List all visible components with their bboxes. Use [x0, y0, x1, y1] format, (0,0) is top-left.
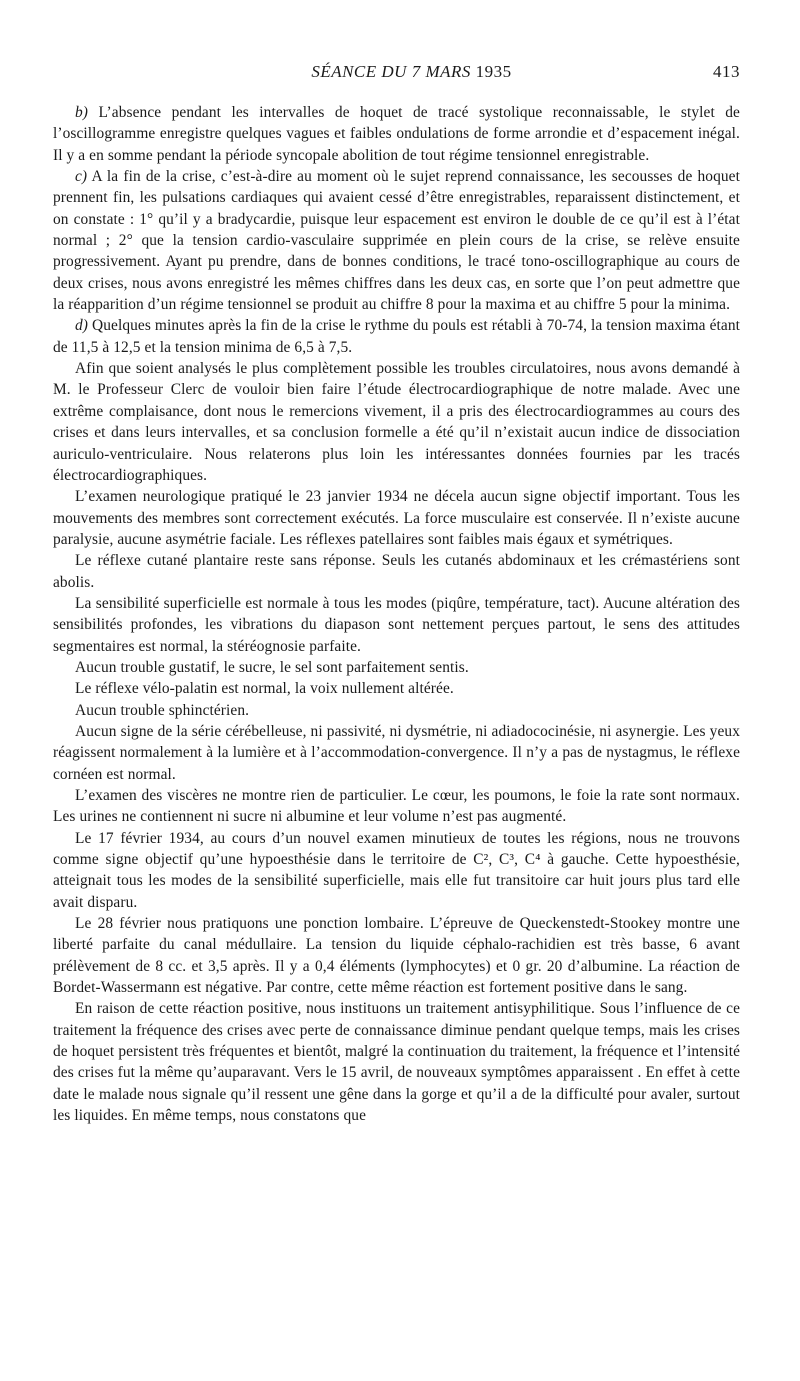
paragraph-sensibility [53, 593, 740, 657]
paragraph-text: La sensibilité superficielle est normale à tous les modes (piqûre, température, tact). Aucune altération des sensibilités profondes, les vibrations du diapason sont nettement perçues partout, le sens des attitudes segmentaires est normal, la stéréognosie parfaite. [53, 594, 740, 655]
paragraph-text: L’absence pendant les intervalles de hoquet de tracé systolique reconnaissable, le stylet de l’oscillogramme enregistre quelques vagues et faibles ondulations de forme arrondie et d’espacement inégal. Il y a en somme pendant la période syncopale abolition de tout régime tensionnel enregistrable. [53, 104, 740, 164]
paragraph-text: L’examen neurologique pratiqué le 23 janvier 1934 ne décela aucun signe objectif important. Tous les mouvements des membres sont correctement exécutés. La force musculaire est conservée. Il n’existe aucune paralysie, aucune asymétrie faciale. Les réflexes patellaires sont faibles mais égaux et symétriques. [53, 488, 740, 548]
paragraph-text: A la fin de la crise, c’est-à-dire au moment où le sujet reprend connaissance, les secousses de hoquet prennent fin, les pulsations cardiaques qui avaient cessé d’être enregistrables, reparaissent distinctement, et on constate : 1° qu’il y a bradycardie, puisque leur espacement est environ le double de ce qu’il est à l’état normal ; 2° que la tension cardio-vasculaire supprimée en plein cours de la crise, se relève ensuite progressivement. Ayant pu prendre, dans de bonnes conditions, le tracé tono-oscillographique au cours de deux crises, nous avons enregistré les mêmes chiffres dans les deux cas, en sorte que l’on peut admettre que la réapparition d’un régime tensionnel se produit au chiffre 8 pour la maxima et au chiffre 5 pour la minima. [53, 168, 740, 314]
paragraph-neuro-exam [53, 486, 740, 550]
page-header [53, 62, 740, 90]
paragraph-gustatory [53, 657, 740, 678]
paragraph-cerebellar [53, 721, 740, 785]
paragraph-text: Quelques minutes après la fin de la crise le rythme du pouls est rétabli à 70-74, la tension maxima étant de 11,5 à 12,5 et la tension minima de 6,5 à 7,5. [53, 317, 740, 356]
paragraph-treatment [53, 998, 740, 1126]
running-title-text: SÉANCE DU 7 MARS [311, 62, 471, 81]
paragraph-text: Le réflexe cutané plantaire reste sans réponse. Seuls les cutanés abdominaux et les crémastériens sont abolis. [53, 552, 740, 591]
paragraph-ecg-study [53, 358, 740, 486]
paragraph-c [53, 166, 740, 315]
item-label: d) [75, 317, 89, 335]
paragraph-text: Aucun trouble gustatif, le sucre, le sel sont parfaitement sentis. [75, 658, 469, 676]
body-text [53, 102, 740, 1127]
paragraph-text: Aucun trouble sphinctérien. [75, 701, 250, 719]
paragraph-plantar-reflex [53, 550, 740, 593]
paragraph-text: L’examen des viscères ne montre rien de particulier. Le cœur, les poumons, le foie la rate sont normaux. Les urines ne contiennent ni sucre ni albumine et leur volume n’est pas augmenté. [53, 787, 740, 826]
item-label: b) [75, 104, 89, 121]
paragraph-text: En raison de cette réaction positive, nous instituons un traitement antisyphilitique. Sous l’influence de ce traitement la fréquence des crises avec perte de connaissance diminue pendant quelque temps, mais les crises de hoquet persistent très fréquentes et bientôt, malgré la continuation du traitement, la fréquence et l’intensité des crises fut la même qu’auparavant. Vers le 15 avril, de nouveaux symptômes apparaissent . En effet à cette date le malade nous signale qu’il ressent une gêne dans la gorge et qu’il a de la difficulté pour avaler, surtout les liquides. En même temps, nous constatons que [53, 1000, 740, 1125]
paragraph-text: Afin que soient analysés le plus complètement possible les troubles circulatoires, nous avons demandé à M. le Professeur Clerc de vouloir bien faire l’étude électrocardiographique de notre malade. Avec une extrême complaisance, dont nous le remercions vivement, il a pris des électrocardiogrammes au cours des crises et dans leurs intervalles, et sa conclusion formelle a été qu’il n’existait aucun indice de dissociation auriculo-ventriculaire. Nous relaterons plus loin les intéressantes données fournies par les tracés électrocardiographiques. [53, 360, 740, 484]
paragraph-viscera [53, 785, 740, 828]
paragraph-velopalatine [53, 678, 740, 699]
paragraph-text: Aucun signe de la série cérébelleuse, ni passivité, ni dysmétrie, ni adiadococinésie, ni asynergie. Les yeux réagissent normalement à la lumière et à l’accommodation-convergence. Il n’y a pas de nystagmus, le réflexe cornéen est normal. [53, 722, 740, 783]
paragraph-lumbar-puncture [53, 913, 740, 998]
paragraph-d [53, 315, 740, 358]
paragraph-text: Le 17 février 1934, au cours d’un nouvel examen minutieux de toutes les régions, nous ne trouvons comme signe objectif qu’une hypoesthésie dans le territoire de C², C³, C⁴ à gauche. Cette hypoesthésie, atteignait tous les modes de la sensibilité superficielle, mais elle fut transitoire car huit jours plus tard elle avait disparu. [53, 829, 740, 911]
item-label: c) [75, 168, 88, 186]
paragraph-text: Le réflexe vélo-palatin est normal, la voix nullement altérée. [75, 680, 454, 698]
running-title-year: 1935 [475, 62, 512, 81]
page-number: 413 [713, 62, 740, 81]
paragraph-sphincter [53, 700, 740, 721]
paragraph-text: Le 28 février nous pratiquons une ponction lombaire. L’épreuve de Queckenstedt-Stookey montre une liberté parfaite du canal médullaire. La tension du liquide céphalo-rachidien est très basse, 6 avant prélèvement de 8 cc. et 3,5 après. Il y a 0,4 éléments (lymphocytes) et 0 gr. 20 d’albumine. La réaction de Bordet-Wassermann est négative. Par contre, cette même réaction est fortement positive dans le sang. [53, 915, 740, 997]
paragraph-b [53, 102, 740, 166]
running-title [53, 62, 740, 82]
paragraph-february-17 [53, 828, 740, 913]
